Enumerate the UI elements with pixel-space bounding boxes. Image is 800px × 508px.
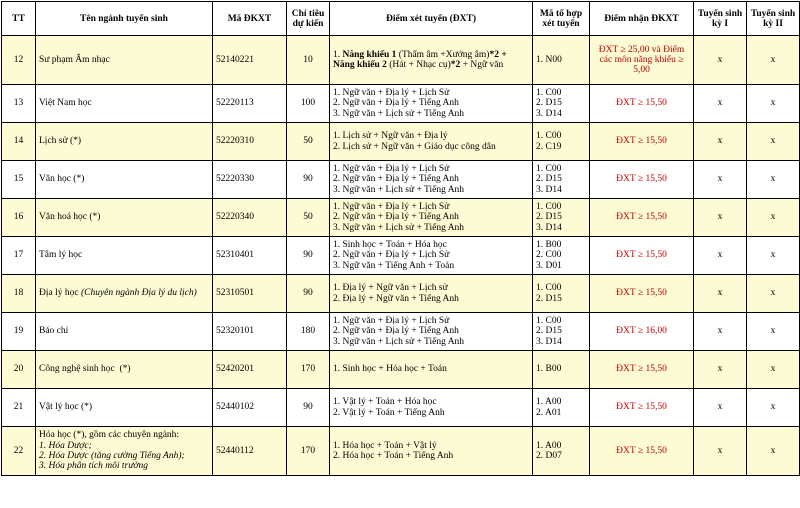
cell-threshold: ĐXT ≥ 15,50 [590,199,694,237]
cell-criteria: 1. Lịch sử + Ngữ văn + Địa lý 2. Lịch sử + Ngữ văn + Giáo dục công dân [330,123,533,161]
cell-round1: x [694,85,747,123]
cell-criteria: 1. Năng khiếu 1 (Thẩm âm +Xướng âm)*2 + Năng khiếu 2 (Hát + Nhạc cụ)*2 + Ngữ văn [330,36,533,85]
cell-threshold: ĐXT ≥ 15,50 [590,237,694,275]
cell-quota: 50 [287,199,330,237]
cell-threshold: ĐXT ≥ 15,50 [590,123,694,161]
table-row [2,275,800,313]
cell-combo: 1. N00 [533,36,590,85]
table-row [2,427,800,476]
cell-tt: 13 [2,85,36,123]
header-threshold: Điểm nhận ĐKXT [590,2,694,36]
cell-code: 52310501 [213,275,287,313]
cell-quota: 90 [287,389,330,427]
cell-quota: 90 [287,237,330,275]
cell-quota: 170 [287,427,330,476]
cell-code: 52220340 [213,199,287,237]
cell-round1: x [694,237,747,275]
cell-code: 52440102 [213,389,287,427]
cell-round1: x [694,427,747,476]
cell-quota: 90 [287,161,330,199]
cell-threshold: ĐXT ≥ 15,50 [590,389,694,427]
cell-round2: x [747,161,800,199]
cell-tt: 20 [2,351,36,389]
header-code: Mã ĐKXT [213,2,287,36]
cell-combo: 1. B00 2. C00 3. D01 [533,237,590,275]
cell-name: Văn hoá học (*) [36,199,213,237]
cell-name: Sư phạm Âm nhạc [36,36,213,85]
cell-round1: x [694,313,747,351]
cell-name: Công nghệ sinh học (*) [36,351,213,389]
cell-round2: x [747,237,800,275]
cell-tt: 14 [2,123,36,161]
cell-threshold: ĐXT ≥ 15,50 [590,85,694,123]
table-row [2,161,800,199]
cell-threshold: ĐXT ≥ 25,00 và Điểm các môn năng khiếu ≥ 5,00 [590,36,694,85]
header-quota: Chỉ tiêu dự kiến [287,2,330,36]
header-tt: TT [2,2,36,36]
header-combo: Mã tổ hợp xét tuyển [533,2,590,36]
cell-code: 52220113 [213,85,287,123]
cell-quota: 100 [287,85,330,123]
cell-criteria: 1. Ngữ văn + Địa lý + Lịch Sử 2. Ngữ văn + Địa lý + Tiếng Anh 3. Ngữ văn + Lịch sử + Tiếng Anh [330,161,533,199]
cell-criteria: 1. Sinh học + Toán + Hóa học 2. Ngữ văn + Địa lý + Lịch Sử 3. Ngữ văn + Tiếng Anh + Toán [330,237,533,275]
cell-threshold: ĐXT ≥ 15,50 [590,161,694,199]
cell-code: 52320101 [213,313,287,351]
cell-quota: 180 [287,313,330,351]
cell-code: 52420201 [213,351,287,389]
cell-criteria: 1. Địa lý + Ngữ văn + Lịch sử 2. Địa lý + Ngữ văn + Tiếng Anh [330,275,533,313]
cell-criteria: 1. Ngữ văn + Địa lý + Lịch Sử 2. Ngữ văn + Địa lý + Tiếng Anh 3. Ngữ văn + Lịch sử + Tiếng Anh [330,199,533,237]
cell-name: Tâm lý học [36,237,213,275]
cell-round2: x [747,85,800,123]
cell-criteria: 1. Ngữ văn + Địa lý + Lịch Sử 2. Ngữ văn + Địa lý + Tiếng Anh 3. Ngữ văn + Lịch sử + Tiếng Anh [330,313,533,351]
cell-quota: 50 [287,123,330,161]
cell-round2: x [747,427,800,476]
cell-code: 52310401 [213,237,287,275]
cell-round2: x [747,36,800,85]
cell-tt: 19 [2,313,36,351]
cell-tt: 18 [2,275,36,313]
cell-name: Lịch sử (*) [36,123,213,161]
cell-tt: 22 [2,427,36,476]
cell-quota: 90 [287,275,330,313]
cell-name: Địa lý học (Chuyên ngành Địa lý du lịch) [36,275,213,313]
table-row [2,85,800,123]
cell-name: Hóa học (*), gồm các chuyên ngành: 1. Hóa Dược; 2. Hóa Dược (tăng cường Tiếng Anh); 3. Hóa phân tích môi trường [36,427,213,476]
table-row [2,36,800,85]
cell-name: Việt Nam học [36,85,213,123]
cell-combo: 1. C00 2. D15 [533,275,590,313]
cell-round1: x [694,36,747,85]
cell-combo: 1. C00 2. C19 [533,123,590,161]
cell-code: 52140221 [213,36,287,85]
cell-quota: 170 [287,351,330,389]
header-round1: Tuyển sinh kỳ I [694,2,747,36]
cell-round2: x [747,275,800,313]
admissions-table [1,1,800,476]
cell-round2: x [747,123,800,161]
cell-round1: x [694,123,747,161]
cell-round2: x [747,351,800,389]
cell-threshold: ĐXT ≥ 15,50 [590,427,694,476]
table-row [2,199,800,237]
cell-name: Văn học (*) [36,161,213,199]
cell-combo: 1. A00 2. A01 [533,389,590,427]
cell-round2: x [747,199,800,237]
cell-combo: 1. C00 2. D15 3. D14 [533,199,590,237]
cell-name: Vật lý học (*) [36,389,213,427]
cell-criteria: 1. Vật lý + Toán + Hóa học 2. Vật lý + Toán + Tiếng Anh [330,389,533,427]
cell-criteria: 1. Hóa học + Toán + Vật lý 2. Hóa học + Toán + Tiếng Anh [330,427,533,476]
header-criteria: Điểm xét tuyển (ĐXT) [330,2,533,36]
cell-quota: 10 [287,36,330,85]
header-row [2,2,800,36]
cell-tt: 21 [2,389,36,427]
cell-criteria: 1. Sinh học + Hóa học + Toán [330,351,533,389]
header-round2: Tuyển sinh kỳ II [747,2,800,36]
cell-criteria: 1. Ngữ văn + Địa lý + Lịch Sử 2. Ngữ văn + Địa lý + Tiếng Anh 3. Ngữ văn + Lịch sử + Tiếng Anh [330,85,533,123]
cell-code: 52220310 [213,123,287,161]
cell-threshold: ĐXT ≥ 16,00 [590,313,694,351]
cell-round1: x [694,199,747,237]
cell-tt: 16 [2,199,36,237]
cell-round1: x [694,275,747,313]
cell-tt: 12 [2,36,36,85]
table-row [2,389,800,427]
cell-round2: x [747,313,800,351]
table-row [2,237,800,275]
cell-threshold: ĐXT ≥ 15,50 [590,275,694,313]
cell-code: 52220330 [213,161,287,199]
table-row [2,123,800,161]
cell-tt: 17 [2,237,36,275]
cell-round1: x [694,351,747,389]
table-row [2,351,800,389]
cell-name: Báo chí [36,313,213,351]
cell-combo: 1. B00 [533,351,590,389]
cell-threshold: ĐXT ≥ 15,50 [590,351,694,389]
cell-combo: 1. C00 2. D15 3. D14 [533,313,590,351]
cell-round1: x [694,161,747,199]
cell-combo: 1. C00 2. D15 3. D14 [533,85,590,123]
cell-combo: 1. A00 2. D07 [533,427,590,476]
cell-code: 52440112 [213,427,287,476]
cell-round1: x [694,389,747,427]
header-name: Tên ngành tuyển sinh [36,2,213,36]
table-row [2,313,800,351]
cell-combo: 1. C00 2. D15 3. D14 [533,161,590,199]
cell-round2: x [747,389,800,427]
cell-tt: 15 [2,161,36,199]
